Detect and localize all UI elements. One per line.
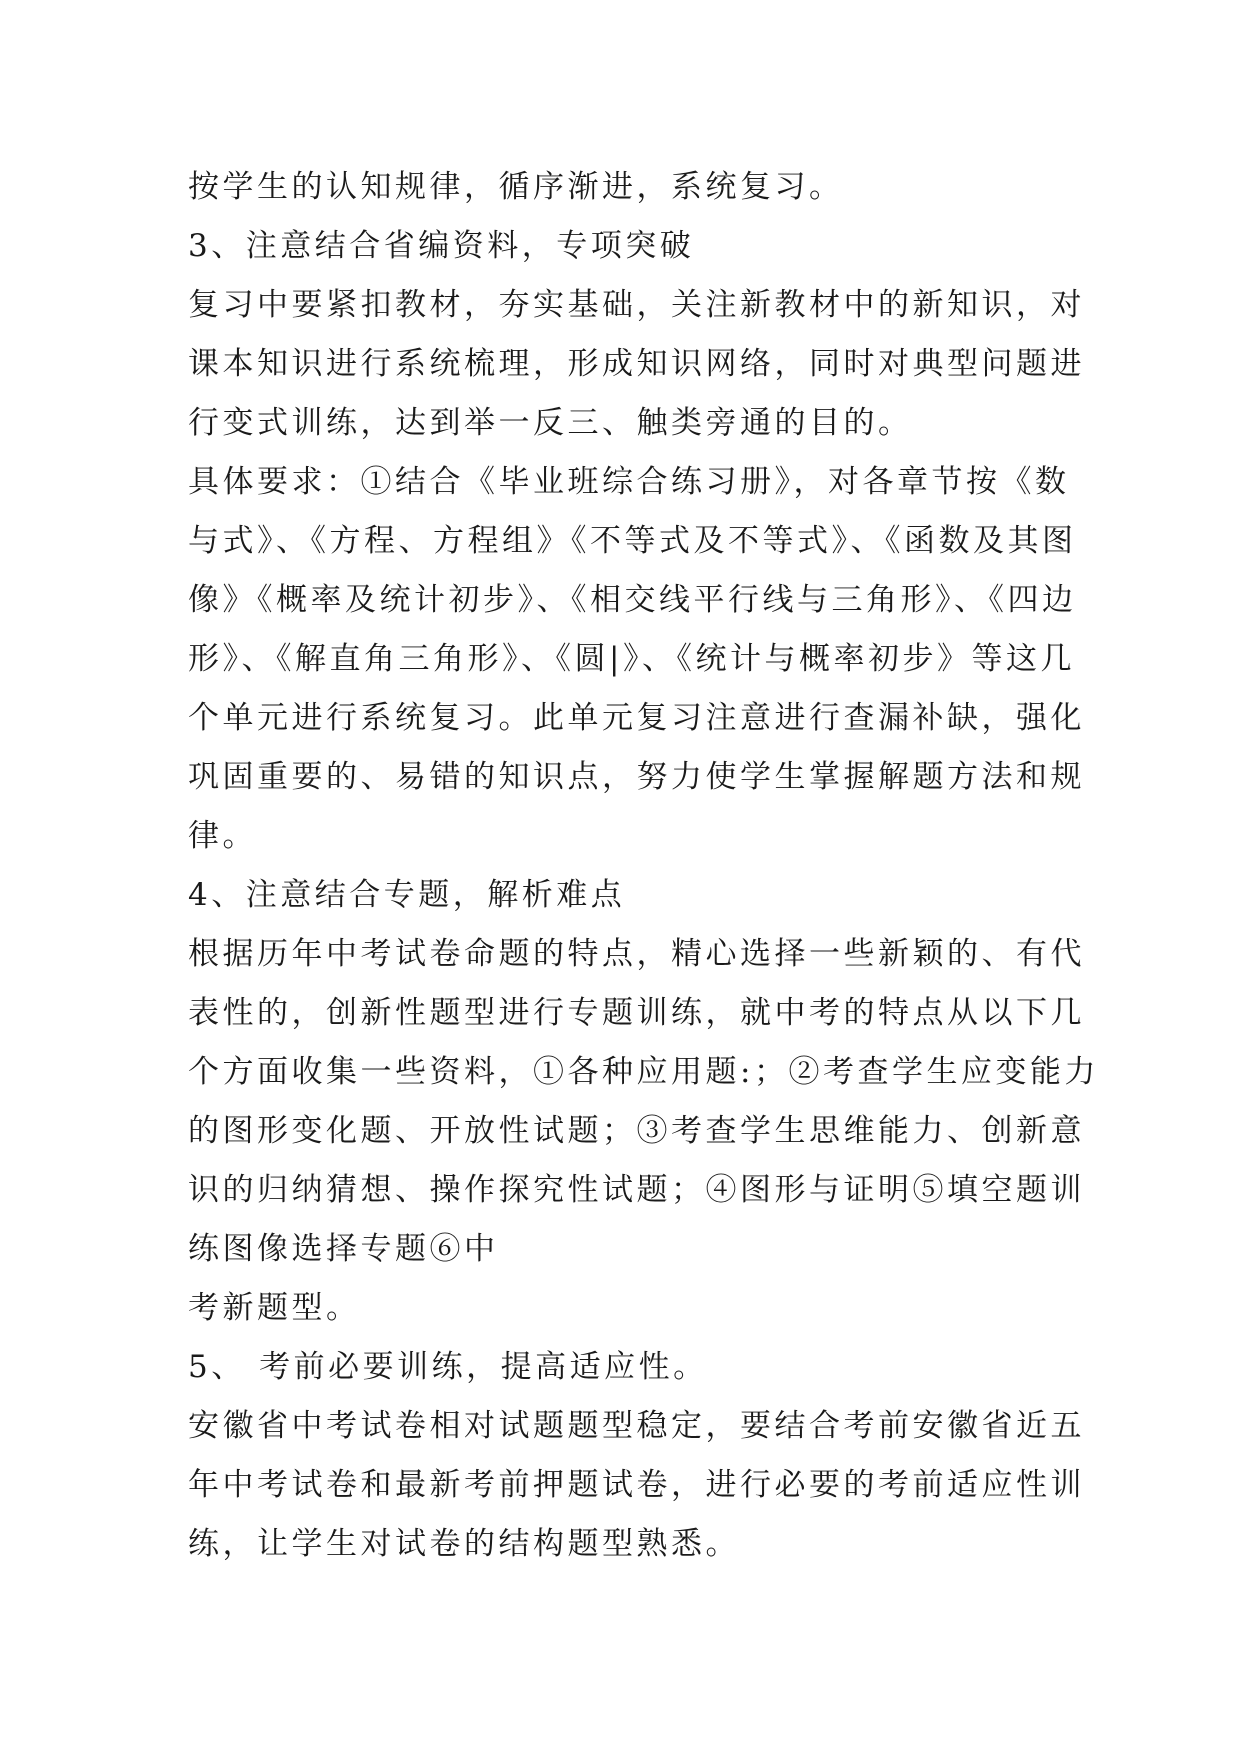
section-heading: 5、 考前必要训练，提高适应性。 xyxy=(188,1349,708,1385)
text-line: 巩固重要的、易错的知识点，努力使学生掌握解题方法和规 xyxy=(188,759,1085,795)
text-line: 练图像选择专题⑥中 xyxy=(188,1231,499,1267)
text-line: 表性的，创新性题型进行专题训练，就中考的特点从以下几 xyxy=(188,995,1085,1031)
paragraph-new-question-types xyxy=(188,1279,1054,1338)
text-line: 根据历年中考试卷命题的特点，精心选择一些新颖的、有代 xyxy=(188,936,1085,972)
paragraph-textbook-review xyxy=(188,276,1085,453)
text-line: 行变式训练，达到举一反三、触类旁通的目的。 xyxy=(188,405,913,441)
text-line: 识的归纳猜想、操作探究性试题；④图形与证明⑤填空题训 xyxy=(188,1172,1085,1208)
section-heading: 4、注意结合专题，解析难点 xyxy=(188,877,626,913)
text-line: 练，让学生对试卷的结构题型熟悉。 xyxy=(188,1526,740,1562)
text-line: 安徽省中考试卷相对试题题型稳定，要结合考前安徽省近五 xyxy=(188,1408,1085,1444)
text-line: 像》《概率及统计初步》、《相交线平行线与三角形》、《四边 xyxy=(188,582,1077,618)
heading-section-5 xyxy=(188,1338,1054,1397)
paragraph-specific-requirements xyxy=(188,453,1085,866)
text-line: 律。 xyxy=(188,818,257,854)
text-line: 具体要求：①结合《毕业班综合练习册》，对各章节按《数 xyxy=(188,464,1070,500)
text-line: 年中考试卷和最新考前押题试卷，进行必要的考前适应性训 xyxy=(188,1467,1085,1503)
text-line: 形》、《解直角三角形》、《圆|》、《统计与概率初步》等这几 xyxy=(188,641,1075,677)
text-line: 课本知识进行系统梳理，形成知识网络，同时对典型问题进 xyxy=(188,346,1085,382)
paragraph-review-principle xyxy=(188,158,1054,217)
text-line: 按学生的认知规律，循序渐进，系统复习。 xyxy=(188,169,844,205)
text-line: 的图形变化题、开放性试题；③考查学生思维能力、创新意 xyxy=(188,1113,1085,1149)
text-line: 个方面收集一些资料，①各种应用题:；②考查学生应变能力 xyxy=(188,1054,1099,1090)
text-line: 个单元进行系统复习。此单元复习注意进行查漏补缺，强化 xyxy=(188,700,1085,736)
text-line: 与式》、《方程、方程组》《不等式及不等式》、《函数及其图 xyxy=(188,523,1077,559)
text-line: 考新题型。 xyxy=(188,1290,361,1326)
paragraph-special-topics xyxy=(188,925,1099,1279)
text-line: 复习中要紧扣教材，夯实基础，关注新教材中的新知识，对 xyxy=(188,287,1085,323)
heading-section-4 xyxy=(188,866,1054,925)
section-heading: 3、注意结合省编资料，专项突破 xyxy=(188,228,695,264)
document-page xyxy=(188,158,1099,1574)
paragraph-exam-adaptation xyxy=(188,1397,1085,1574)
heading-section-3 xyxy=(188,217,1054,276)
